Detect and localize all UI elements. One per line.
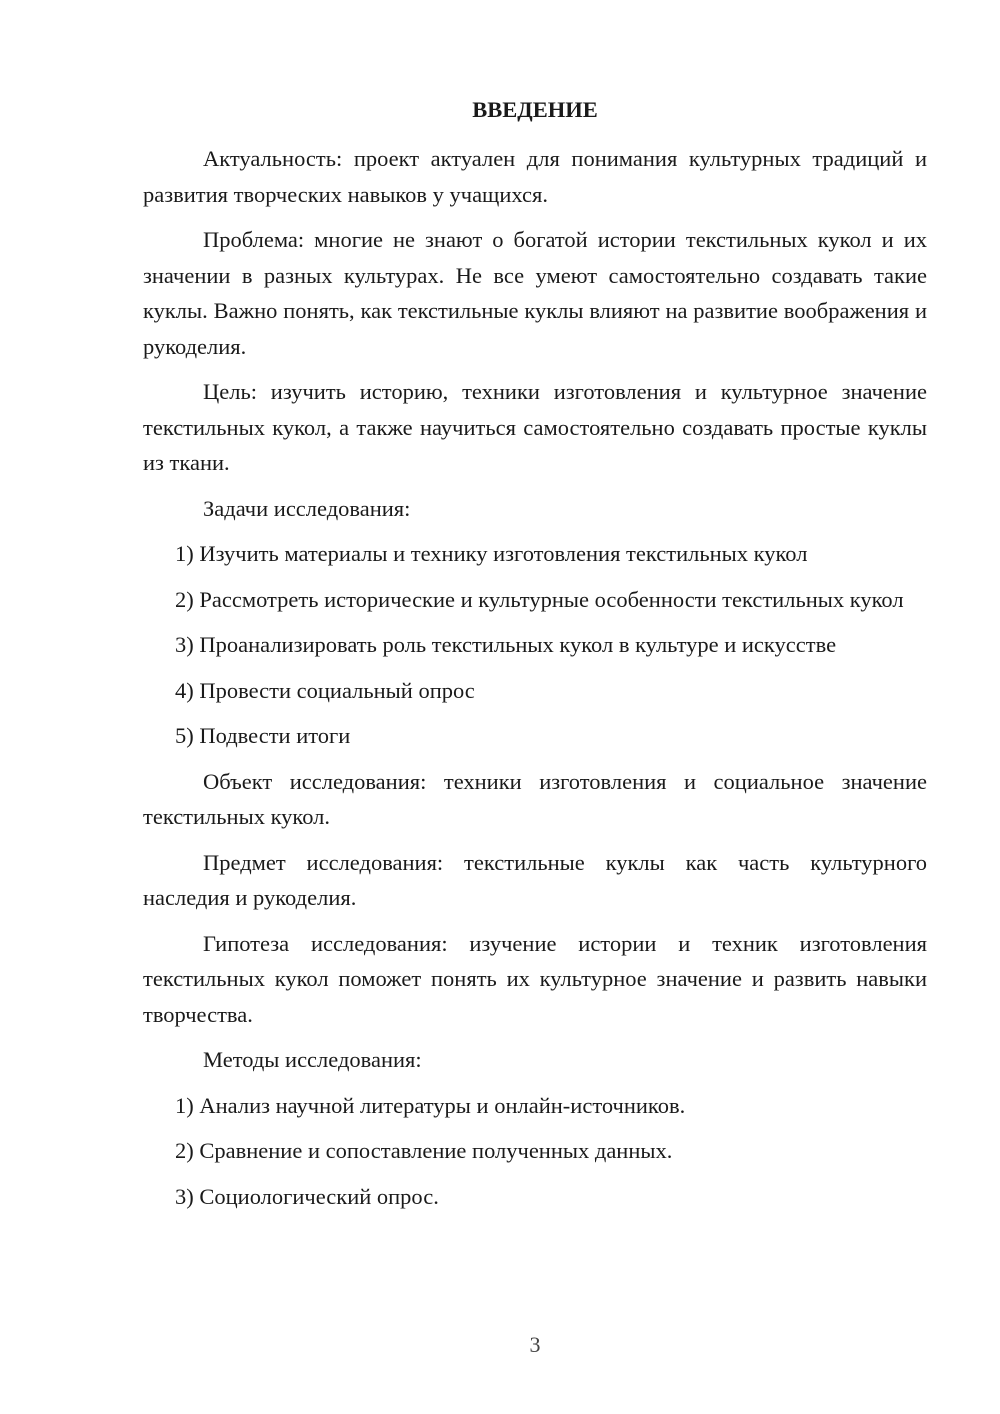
document-page [143, 90, 927, 1224]
object-paragraph: Объект исследования: техники изготовления и социальное значение текстильных кукол. [143, 768, 927, 829]
task-item: 5) Подвести итоги [175, 723, 351, 748]
problem-paragraph: Проблема: многие не знают о богатой истории текстильных кукол и их значении в разных культурах. Не все умеют самостоятельно создавать такие куклы. Важно понять, как текстильные куклы влияют на развитие воображения и рукоделия. [143, 227, 927, 359]
task-item: 2) Рассмотреть исторические и культурные особенности текстильных кукол [175, 586, 904, 612]
hypothesis-paragraph: Гипотеза исследования: изучение истории и техник изготовления текстильных кукол поможет понять их культурное значение и развить навыки творчества. [143, 930, 927, 1027]
page-title: ВВЕДЕНИЕ [472, 97, 598, 122]
subject-paragraph: Предмет исследования: текстильные куклы как часть культурного наследия и рукоделия. [143, 849, 927, 910]
task-item: 1) Изучить материалы и технику изготовления текстильных кукол [175, 541, 808, 566]
relevance-paragraph: Актуальность: проект актуален для понимания культурных традиций и развития творческих навыков у учащихся. [143, 146, 927, 207]
task-item: 4) Провести социальный опрос [175, 677, 475, 703]
goal-paragraph: Цель: изучить историю, техники изготовления и культурное значение текстильных кукол, а также научиться самостоятельно создавать простые куклы из ткани. [143, 379, 927, 475]
task-item: 3) Проанализировать роль текстильных кукол в культуре и искусстве [175, 632, 837, 657]
method-item: 1) Анализ научной литературы и онлайн-источников. [175, 1092, 686, 1118]
tasks-heading: Задачи исследования: [203, 495, 411, 521]
methods-heading: Методы исследования: [203, 1047, 422, 1072]
method-item: 3) Социологический опрос. [175, 1183, 439, 1209]
page-number: 3 [529, 1332, 541, 1357]
method-item: 2) Сравнение и сопоставление полученных данных. [175, 1138, 673, 1163]
